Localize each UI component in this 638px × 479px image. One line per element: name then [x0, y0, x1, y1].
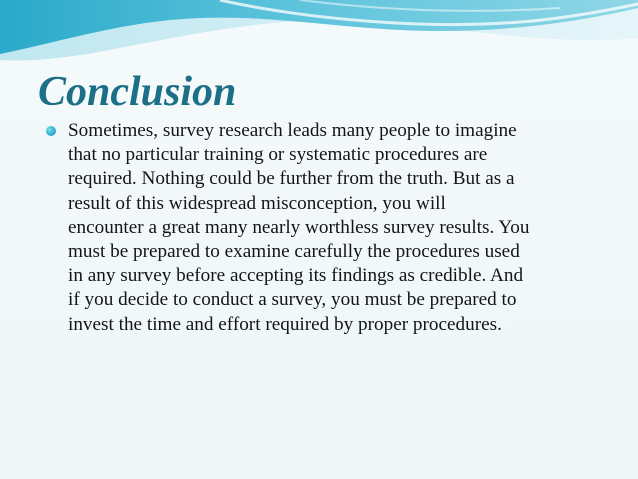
- slide-title: Conclusion: [38, 69, 237, 115]
- bullet-line: Sometimes, survey research leads many people to imagine: [68, 120, 517, 141]
- bullet-line: result of this widespread misconception, you will: [68, 192, 446, 214]
- slide-body: [46, 119, 616, 337]
- bullet-text: [68, 119, 616, 337]
- bullet-line: required. Nothing could be further from the truth. But as a: [68, 168, 515, 190]
- bullet-line: that no particular training or systematic procedures are: [68, 144, 488, 166]
- bullet-line: encounter a great many nearly worthless survey results. You: [68, 216, 530, 238]
- bullet-line: in any survey before accepting its findings as credible. And: [68, 265, 524, 287]
- bullet-line: must be prepared to examine carefully the procedures used: [68, 241, 520, 263]
- bullet-dot-icon: [46, 126, 56, 136]
- bullet-line: if you decide to conduct a survey, you must be prepared to: [68, 289, 517, 311]
- bullet-line: invest the time and effort required by proper procedures.: [68, 313, 502, 335]
- bullet-item: [46, 119, 616, 337]
